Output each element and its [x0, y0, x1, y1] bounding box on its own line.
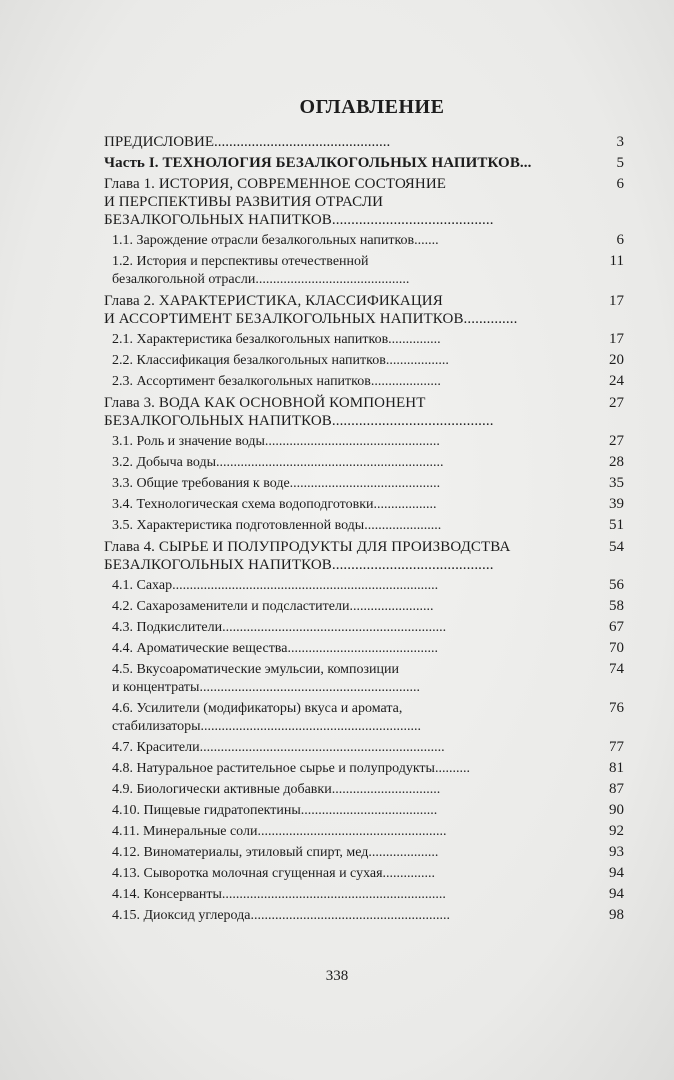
toc-entry-line: Глава 3. ВОДА КАК ОСНОВНОЙ КОМПОНЕНТ: [104, 395, 426, 411]
toc-entry-section: [104, 517, 624, 535]
toc-entry-text: 4.12. Виноматериалы, этиловый спирт, мед....................: [112, 845, 439, 860]
toc-entry-page: 77: [609, 739, 624, 755]
toc-entry-page: 54: [609, 539, 624, 555]
toc-entry-text: 4.1. Сахар............................................................................: [112, 578, 439, 593]
toc-entry-page: 76: [609, 700, 624, 716]
toc-entry-text: 4.4. Ароматические вещества...........................................: [112, 641, 438, 656]
toc-entry-page: 17: [609, 293, 624, 309]
toc-entry-page: 67: [609, 619, 624, 635]
toc-entry-section: [104, 640, 624, 658]
toc-entry-text: 1.1. Зарождение отрасли безалкогольных напитков.......: [112, 233, 439, 248]
toc-entry-section: [104, 619, 624, 637]
toc-entry-page: 6: [616, 176, 624, 192]
toc-entry-text: 4.10. Пищевые гидратопектины.......................................: [112, 803, 438, 818]
toc-entry-page: 94: [609, 865, 624, 881]
toc-entry-section: [104, 760, 624, 778]
toc-entry-page: 92: [609, 823, 624, 839]
toc-entry-section: [104, 232, 624, 250]
toc-entry-line: 1.2. История и перспективы отечественной: [112, 254, 369, 269]
toc-entry-text: [112, 700, 600, 736]
toc-entry-line: БЕЗАЛКОГОЛЬНЫХ НАПИТКОВ..........................................: [104, 557, 494, 573]
toc-entry-section: [104, 802, 624, 820]
toc-entry-page: 27: [609, 395, 624, 411]
toc-entry-text: 2.2. Классификация безалкогольных напитков..................: [112, 353, 449, 368]
toc-entry-line: стабилизаторы...............................................................: [112, 719, 422, 734]
toc-entry-text: 2.3. Ассортимент безалкогольных напитков....................: [112, 374, 441, 389]
toc-entry-section: [104, 700, 624, 736]
toc-entry-text: 4.9. Биологически активные добавки...............................: [112, 782, 441, 797]
toc-entry-section: [104, 352, 624, 370]
toc-entry-page: 74: [609, 661, 624, 677]
toc-entry-text: 3.1. Роль и значение воды..................................................: [112, 434, 440, 449]
toc-entry-line: 4.5. Вкусоароматические эмульсии, композиции: [112, 662, 400, 677]
toc-entry-text: 4.14. Консерванты................................................................: [112, 887, 446, 902]
toc-entry-text: 4.11. Минеральные соли......................................................: [112, 824, 447, 839]
toc-entry-line: БЕЗАЛКОГОЛЬНЫХ НАПИТКОВ..........................................: [104, 212, 494, 228]
toc-entry-page: 39: [609, 496, 624, 512]
toc-entry-page: 28: [609, 454, 624, 470]
toc-entry-text: 3.3. Общие требования к воде...........................................: [112, 476, 441, 491]
toc-entry-text: [104, 538, 600, 574]
toc-entry-section: [104, 577, 624, 595]
toc-entry-page: 56: [609, 577, 624, 593]
toc-entry-text: 4.3. Подкислители................................................................: [112, 620, 447, 635]
toc-entry-page: 94: [609, 886, 624, 902]
toc-entry-text: [104, 175, 600, 229]
toc-entry-section: [104, 454, 624, 472]
table-of-contents: [104, 96, 624, 928]
toc-entry-text: 3.5. Характеристика подготовленной воды......................: [112, 518, 442, 533]
toc-entry-page: 3: [616, 134, 624, 150]
toc-entry-text: 4.13. Сыворотка молочная сгущенная и сухая...............: [112, 866, 436, 881]
toc-entry-text: 3.4. Технологическая схема водоподготовки..................: [112, 497, 437, 512]
toc-entry-chapter-1: [104, 175, 624, 229]
toc-entry-text: 3.2. Добыча воды.................................................................: [112, 455, 444, 470]
toc-entry-section: [104, 844, 624, 862]
toc-entry-line: и концентраты...............................................................: [112, 680, 420, 695]
toc-entry-part-1: [104, 154, 624, 172]
toc-entry-section: [104, 823, 624, 841]
toc-entry-line: И ПЕРСПЕКТИВЫ РАЗВИТИЯ ОТРАСЛИ: [104, 194, 384, 210]
toc-entry-line: БЕЗАЛКОГОЛЬНЫХ НАПИТКОВ..........................................: [104, 413, 494, 429]
toc-entry-page: 27: [609, 433, 624, 449]
toc-entry-line: 4.6. Усилители (модификаторы) вкуса и аромата,: [112, 701, 403, 716]
toc-entry-line: безалкогольной отрасли............................................: [112, 272, 410, 287]
toc-entry-line: Глава 4. СЫРЬЕ И ПОЛУПРОДУКТЫ ДЛЯ ПРОИЗВОДСТВА: [104, 539, 511, 555]
toc-entry-page: 58: [609, 598, 624, 614]
toc-entry-section: [104, 886, 624, 904]
toc-entry-section: [104, 598, 624, 616]
toc-entry-page: 90: [609, 802, 624, 818]
toc-entry-text: 2.1. Характеристика безалкогольных напитков...............: [112, 332, 441, 347]
toc-entry-text: 4.7. Красители......................................................................: [112, 740, 445, 755]
toc-entry-text: Часть I. ТЕХНОЛОГИЯ БЕЗАЛКОГОЛЬНЫХ НАПИТКОВ...: [104, 155, 532, 171]
toc-entry-line: Глава 1. ИСТОРИЯ, СОВРЕМЕННОЕ СОСТОЯНИЕ: [104, 176, 447, 192]
toc-entry-page: 17: [609, 331, 624, 347]
toc-entry-line: Глава 2. ХАРАКТЕРИСТИКА, КЛАССИФИКАЦИЯ: [104, 293, 443, 309]
toc-entry-section: [104, 373, 624, 391]
toc-entry-page: 98: [609, 907, 624, 923]
toc-entry-page: 11: [609, 253, 624, 269]
toc-entry-page: 5: [616, 155, 624, 171]
toc-entry-page: 20: [609, 352, 624, 368]
page-number: 338: [325, 968, 349, 984]
toc-entry-text: [104, 292, 600, 328]
toc-entry-section: [104, 739, 624, 757]
toc-entry-text: [104, 394, 600, 430]
toc-entry-text: [112, 661, 600, 697]
toc-entry-page: 93: [609, 844, 624, 860]
toc-entry-text: [112, 253, 600, 289]
toc-entry-page: 6: [616, 232, 624, 248]
toc-entry-section: [104, 475, 624, 493]
toc-entry-text: 4.15. Диоксид углерода.........................................................: [112, 908, 450, 923]
toc-entry-line: И АССОРТИМЕНТ БЕЗАЛКОГОЛЬНЫХ НАПИТКОВ..............: [104, 311, 518, 327]
toc-entry-page: 35: [609, 475, 624, 491]
toc-entry-section: [104, 781, 624, 799]
toc-entry-page: 70: [609, 640, 624, 656]
toc-entry-chapter-4: [104, 538, 624, 574]
toc-entry-chapter-3: [104, 394, 624, 430]
toc-entry-preface: [104, 133, 624, 151]
toc-entry-section: [104, 661, 624, 697]
toc-entry-page: 51: [609, 517, 624, 533]
toc-entry-section: [104, 496, 624, 514]
toc-entry-section: [104, 865, 624, 883]
toc-entry-chapter-2: [104, 292, 624, 328]
toc-entry-text: 4.2. Сахарозаменители и подсластители........................: [112, 599, 434, 614]
toc-entry-text: ПРЕДИСЛОВИЕ...............................................: [104, 134, 391, 150]
toc-entry-text: 4.8. Натуральное растительное сырье и полупродукты..........: [112, 761, 470, 776]
toc-title: ОГЛАВЛЕНИЕ: [299, 96, 445, 118]
toc-entry-page: 87: [609, 781, 624, 797]
toc-entry-page: 81: [609, 760, 624, 776]
toc-entry-section: [104, 331, 624, 349]
toc-entry-section: [104, 253, 624, 289]
toc-entry-section: [104, 907, 624, 925]
toc-entry-section: [104, 433, 624, 451]
toc-entry-page: 24: [609, 373, 624, 389]
